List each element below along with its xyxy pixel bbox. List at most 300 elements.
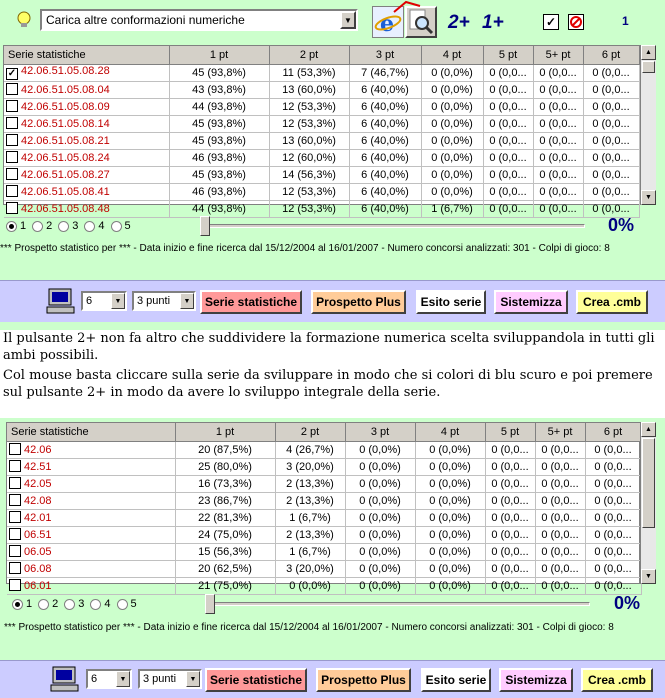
stat-cell: 46 (93,8%) bbox=[169, 183, 269, 200]
radio-label: 4 bbox=[104, 598, 111, 610]
stat-cell: 0 (0,0... bbox=[585, 526, 641, 543]
stat-cell: 0 (0,0... bbox=[483, 132, 533, 149]
series-label: 42.06.51.05.08.41 bbox=[21, 186, 110, 198]
scroll-down-icon[interactable]: ▼ bbox=[641, 569, 656, 584]
progress-slider-thumb-2[interactable] bbox=[205, 594, 215, 614]
stat-cell: 0 (0,0... bbox=[483, 81, 533, 98]
stat-cell: 0 (0,0... bbox=[585, 458, 641, 475]
stat-cell: 0 (0,0... bbox=[533, 166, 583, 183]
series-label: 42.05 bbox=[24, 478, 52, 490]
stat-cell: 0 (0,0... bbox=[535, 526, 585, 543]
crea-cmb-button[interactable]: Crea .cmb bbox=[581, 668, 653, 692]
stat-cell: 0 (0,0... bbox=[535, 577, 585, 594]
column-header[interactable]: 4 pt bbox=[415, 423, 485, 441]
row-checkbox[interactable] bbox=[9, 579, 21, 591]
stat-cell: 0 (0,0%) bbox=[345, 509, 415, 526]
stat-cell: 0 (0,0%) bbox=[421, 183, 483, 200]
stat-cell: 0 (0,0... bbox=[535, 441, 585, 458]
stat-cell: 0 (0,0... bbox=[585, 543, 641, 560]
formation-combo[interactable] bbox=[40, 9, 358, 31]
column-header[interactable]: 5 pt bbox=[485, 423, 535, 441]
row-checkbox[interactable] bbox=[6, 117, 18, 129]
table-row[interactable] bbox=[7, 509, 641, 526]
computer-icon[interactable] bbox=[46, 288, 76, 314]
stat-cell: 6 (40,0%) bbox=[349, 98, 421, 115]
punti-combo-2[interactable] bbox=[138, 669, 202, 689]
stat-cell: 45 (93,8%) bbox=[169, 132, 269, 149]
stat-cell: 3 (20,0%) bbox=[275, 560, 345, 577]
series-label: 42.01 bbox=[24, 512, 52, 524]
series-cell bbox=[4, 166, 169, 183]
stat-cell: 0 (0,0%) bbox=[415, 475, 485, 492]
table-row[interactable] bbox=[7, 560, 641, 577]
column-header[interactable]: 2 pt bbox=[275, 423, 345, 441]
stat-cell: 45 (93,8%) bbox=[169, 115, 269, 132]
radio-dot[interactable] bbox=[32, 221, 43, 232]
stat-cell: 0 (0,0... bbox=[583, 166, 639, 183]
esito-serie-button[interactable]: Esito serie bbox=[421, 668, 491, 692]
stat-cell: 0 (0,0... bbox=[485, 509, 535, 526]
series-cell bbox=[7, 560, 175, 577]
page-radio-group-1 bbox=[6, 220, 137, 232]
series-cell bbox=[4, 98, 169, 115]
scroll-down-icon[interactable]: ▼ bbox=[641, 190, 656, 205]
series-label: 06.51 bbox=[24, 529, 52, 541]
table-row[interactable] bbox=[4, 98, 639, 115]
series-cell bbox=[4, 149, 169, 166]
number-combo-2[interactable] bbox=[86, 669, 132, 689]
stat-cell: 14 (56,3%) bbox=[269, 166, 349, 183]
formation-combo-value: Carica altre conformazioni numeriche bbox=[46, 13, 245, 27]
row-checkbox[interactable] bbox=[9, 477, 21, 489]
stat-cell: 0 (0,0%) bbox=[415, 526, 485, 543]
stat-cell: 0 (0,0%) bbox=[421, 81, 483, 98]
row-checkbox[interactable] bbox=[6, 168, 18, 180]
stat-cell: 0 (0,0... bbox=[535, 560, 585, 577]
stat-cell: 0 (0,0... bbox=[533, 81, 583, 98]
stat-cell: 0 (0,0... bbox=[583, 81, 639, 98]
stat-cell: 0 (0,0... bbox=[535, 492, 585, 509]
stat-cell: 6 (40,0%) bbox=[349, 115, 421, 132]
stat-cell: 45 (93,8%) bbox=[169, 166, 269, 183]
number-combo-value: 6 bbox=[86, 295, 93, 307]
page-radio-1[interactable] bbox=[6, 220, 26, 232]
stat-cell: 0 (0,0%) bbox=[421, 98, 483, 115]
radio-label: 2 bbox=[52, 598, 59, 610]
series-cell bbox=[7, 509, 175, 526]
series-label: 06.05 bbox=[24, 546, 52, 558]
radio-dot[interactable] bbox=[84, 221, 95, 232]
stat-cell: 25 (80,0%) bbox=[175, 458, 275, 475]
series-label: 42.06.51.05.08.24 bbox=[21, 152, 110, 164]
one-plus-button[interactable]: 1+ bbox=[482, 12, 504, 33]
stat-cell: 0 (0,0%) bbox=[275, 577, 345, 594]
chevron-down-icon[interactable]: ▼ bbox=[340, 11, 356, 29]
radio-dot[interactable] bbox=[58, 221, 69, 232]
stat-cell: 1 (6,7%) bbox=[275, 543, 345, 560]
chevron-down-icon[interactable]: ▼ bbox=[186, 671, 200, 687]
stat-cell: 20 (87,5%) bbox=[175, 441, 275, 458]
row-checkbox[interactable] bbox=[9, 528, 21, 540]
radio-dot[interactable] bbox=[111, 221, 122, 232]
stat-cell: 0 (0,0%) bbox=[415, 441, 485, 458]
red-arrow-annotation bbox=[392, 0, 422, 14]
table-row[interactable] bbox=[4, 132, 639, 149]
stat-cell: 0 (0,0... bbox=[483, 183, 533, 200]
stat-cell: 0 (0,0... bbox=[583, 149, 639, 166]
series-table-2 bbox=[7, 423, 642, 595]
stat-cell: 12 (53,3%) bbox=[269, 115, 349, 132]
stat-cell: 0 (0,0%) bbox=[345, 441, 415, 458]
series-cell bbox=[4, 81, 169, 98]
serie-statistiche-button[interactable]: Serie statistiche bbox=[200, 290, 302, 314]
stat-cell: 0 (0,0... bbox=[533, 200, 583, 217]
series-label: 42.06.51.05.08.28 bbox=[21, 65, 110, 77]
series-cell bbox=[7, 526, 175, 543]
stat-cell: 0 (0,0... bbox=[583, 200, 639, 217]
counter: 1 bbox=[622, 14, 629, 28]
stat-cell: 44 (93,8%) bbox=[169, 200, 269, 217]
stat-cell: 0 (0,0... bbox=[485, 458, 535, 475]
radio-dot[interactable] bbox=[38, 599, 49, 610]
stat-cell: 0 (0,0%) bbox=[421, 166, 483, 183]
series-label: 42.06.51.05.08.04 bbox=[21, 84, 110, 96]
series-label: 42.08 bbox=[24, 495, 52, 507]
stat-cell: 0 (0,0... bbox=[583, 132, 639, 149]
stat-cell: 13 (60,0%) bbox=[269, 132, 349, 149]
series-cell bbox=[4, 64, 169, 81]
stat-cell: 45 (93,8%) bbox=[169, 64, 269, 81]
radio-label: 3 bbox=[72, 220, 79, 232]
stat-cell: 0 (0,0... bbox=[483, 98, 533, 115]
row-checkbox[interactable] bbox=[6, 202, 18, 214]
stat-cell: 0 (0,0%) bbox=[415, 492, 485, 509]
stat-cell: 23 (86,7%) bbox=[175, 492, 275, 509]
stat-cell: 4 (26,7%) bbox=[275, 441, 345, 458]
table-row[interactable] bbox=[4, 64, 639, 81]
table-row[interactable] bbox=[4, 149, 639, 166]
radio-label: 5 bbox=[130, 598, 137, 610]
stat-cell: 0 (0,0%) bbox=[415, 509, 485, 526]
stat-cell: 15 (56,3%) bbox=[175, 543, 275, 560]
stat-cell: 0 (0,0... bbox=[485, 560, 535, 577]
series-label: 06.01 bbox=[24, 580, 52, 592]
series-cell bbox=[7, 577, 175, 594]
stat-cell: 44 (93,8%) bbox=[169, 98, 269, 115]
series-grid-2[interactable] bbox=[6, 422, 640, 592]
stat-cell: 0 (0,0... bbox=[535, 475, 585, 492]
stat-cell: 12 (53,3%) bbox=[269, 98, 349, 115]
row-checkbox[interactable] bbox=[6, 151, 18, 163]
stat-cell: 13 (60,0%) bbox=[269, 81, 349, 98]
table-row[interactable] bbox=[7, 526, 641, 543]
table-row[interactable] bbox=[7, 458, 641, 475]
stat-cell: 0 (0,0%) bbox=[421, 132, 483, 149]
info-text-2: *** Prospetto statistico per *** - Data inizio e fine ricerca dal 15/12/2004 al 16/01/2007 - Numero concorsi analizzati: 301 - Colpi di gioco: 8 bbox=[4, 622, 614, 633]
column-header[interactable]: 6 pt bbox=[585, 423, 641, 441]
row-checkbox[interactable] bbox=[6, 185, 18, 197]
stat-cell: 7 (46,7%) bbox=[349, 64, 421, 81]
punti-combo-value: 3 punti bbox=[143, 673, 177, 685]
series-cell bbox=[7, 458, 175, 475]
stat-cell: 0 (0,0%) bbox=[415, 458, 485, 475]
explanation-text bbox=[0, 330, 665, 412]
explanation-paragraph-2: Col mouse basta cliccare sulla serie da sviluppare in modo che si colori di blu scuro e poi premere sul pulsante 2+ in modo da avere lo sviluppo integrale della serie. bbox=[3, 368, 653, 400]
chevron-down-icon[interactable]: ▼ bbox=[116, 671, 130, 687]
stat-cell: 2 (13,3%) bbox=[275, 526, 345, 543]
stat-cell: 0 (0,0... bbox=[583, 64, 639, 81]
page-radio-5[interactable] bbox=[117, 598, 137, 610]
series-cell bbox=[7, 492, 175, 509]
series-cell bbox=[4, 132, 169, 149]
stat-cell: 0 (0,0... bbox=[485, 577, 535, 594]
series-label: 06.08 bbox=[24, 563, 52, 575]
stat-cell: 3 (20,0%) bbox=[275, 458, 345, 475]
table-row[interactable] bbox=[4, 200, 639, 217]
stat-cell: 0 (0,0... bbox=[483, 200, 533, 217]
table-row[interactable] bbox=[7, 543, 641, 560]
stat-cell: 6 (40,0%) bbox=[349, 166, 421, 183]
progress-slider-track-1 bbox=[200, 224, 585, 228]
column-header[interactable]: 3 pt bbox=[345, 423, 415, 441]
page-radio-2[interactable] bbox=[32, 220, 52, 232]
crea-cmb-button[interactable]: Crea .cmb bbox=[576, 290, 648, 314]
stat-cell: 0 (0,0... bbox=[485, 526, 535, 543]
check-mark: ✓ bbox=[545, 15, 557, 29]
stat-cell: 0 (0,0... bbox=[535, 543, 585, 560]
stat-cell: 22 (81,3%) bbox=[175, 509, 275, 526]
row-checkbox[interactable] bbox=[9, 494, 21, 506]
stat-cell: 0 (0,0%) bbox=[345, 475, 415, 492]
computer-icon[interactable] bbox=[50, 666, 80, 692]
scroll-thumb[interactable] bbox=[642, 438, 655, 528]
radio-label: 3 bbox=[78, 598, 85, 610]
row-checkbox[interactable] bbox=[6, 83, 18, 95]
radio-label: 1 bbox=[26, 598, 33, 610]
prospetto-plus-button[interactable]: Prospetto Plus bbox=[316, 668, 411, 692]
radio-dot[interactable] bbox=[6, 221, 17, 232]
stat-cell: 0 (0,0... bbox=[533, 183, 583, 200]
stat-cell: 0 (0,0... bbox=[585, 577, 641, 594]
bulb-icon bbox=[14, 10, 34, 30]
number-combo-value: 6 bbox=[91, 673, 98, 685]
number-combo-1[interactable] bbox=[81, 291, 127, 311]
stat-cell: 12 (53,3%) bbox=[269, 183, 349, 200]
column-header[interactable]: 3 pt bbox=[349, 46, 421, 64]
series-label: 42.06.51.05.08.21 bbox=[21, 135, 110, 147]
stat-cell: 1 (6,7%) bbox=[275, 509, 345, 526]
series-table-1 bbox=[4, 46, 640, 218]
table-row[interactable] bbox=[7, 475, 641, 492]
table-row[interactable] bbox=[4, 166, 639, 183]
stat-cell: 0 (0,0... bbox=[533, 115, 583, 132]
stat-cell: 0 (0,0... bbox=[483, 149, 533, 166]
stat-cell: 0 (0,0%) bbox=[345, 543, 415, 560]
svg-text:e: e bbox=[380, 11, 394, 37]
check-all-button[interactable] bbox=[543, 14, 559, 30]
stat-cell: 0 (0,0... bbox=[585, 475, 641, 492]
stat-cell: 0 (0,0... bbox=[533, 64, 583, 81]
stat-cell: 0 (0,0%) bbox=[345, 560, 415, 577]
row-checkbox[interactable] bbox=[9, 511, 21, 523]
row-checkbox[interactable]: ✓ bbox=[7, 68, 17, 79]
page-radio-5[interactable] bbox=[111, 220, 131, 232]
scroll-up-icon[interactable]: ▲ bbox=[641, 422, 656, 437]
page-radio-3[interactable] bbox=[58, 220, 78, 232]
stat-cell: 12 (53,3%) bbox=[269, 200, 349, 217]
table-row[interactable] bbox=[4, 115, 639, 132]
column-header[interactable]: 6 pt bbox=[583, 46, 639, 64]
table-row[interactable] bbox=[7, 577, 641, 594]
series-label: 42.06.51.05.08.27 bbox=[21, 169, 110, 181]
stat-cell: 0 (0,0%) bbox=[421, 64, 483, 81]
radio-dot[interactable] bbox=[117, 599, 128, 610]
stat-cell: 0 (0,0... bbox=[535, 458, 585, 475]
progress-percent-1: 0% bbox=[608, 215, 635, 235]
page-radio-4[interactable] bbox=[84, 220, 104, 232]
radio-dot[interactable] bbox=[64, 599, 75, 610]
stat-cell: 0 (0,0... bbox=[583, 183, 639, 200]
chevron-down-icon[interactable]: ▼ bbox=[111, 293, 125, 309]
uncheck-all-button[interactable] bbox=[568, 14, 584, 30]
column-header[interactable]: Serie statistiche bbox=[7, 423, 175, 441]
stat-cell: 0 (0,0... bbox=[533, 132, 583, 149]
stat-cell: 0 (0,0%) bbox=[421, 149, 483, 166]
stat-cell: 16 (73,3%) bbox=[175, 475, 275, 492]
cancel-icon bbox=[569, 15, 583, 29]
row-checkbox[interactable] bbox=[9, 545, 21, 557]
series-cell bbox=[7, 441, 175, 458]
column-header[interactable]: 5+ pt bbox=[535, 423, 585, 441]
stat-cell: 11 (53,3%) bbox=[269, 64, 349, 81]
stat-cell: 6 (40,0%) bbox=[349, 183, 421, 200]
radio-dot[interactable] bbox=[90, 599, 101, 610]
stat-cell: 0 (0,0... bbox=[483, 64, 533, 81]
page-radio-3[interactable] bbox=[64, 598, 84, 610]
scroll-thumb[interactable] bbox=[642, 61, 655, 73]
stat-cell: 6 (40,0%) bbox=[349, 81, 421, 98]
stat-cell: 0 (0,0%) bbox=[415, 577, 485, 594]
chevron-down-icon[interactable]: ▼ bbox=[180, 293, 194, 309]
sistemizza-button[interactable]: Sistemizza bbox=[494, 290, 568, 314]
column-header[interactable]: 5 pt bbox=[483, 46, 533, 64]
stat-cell: 0 (0,0%) bbox=[345, 577, 415, 594]
stat-cell: 21 (75,0%) bbox=[175, 577, 275, 594]
row-checkbox[interactable] bbox=[9, 562, 21, 574]
stat-cell: 0 (0,0... bbox=[585, 560, 641, 577]
stat-cell: 0 (0,0... bbox=[485, 543, 535, 560]
column-header[interactable]: 1 pt bbox=[169, 46, 269, 64]
stat-cell: 0 (0,0... bbox=[583, 98, 639, 115]
punti-combo-1[interactable] bbox=[132, 291, 196, 311]
stat-cell: 2 (13,3%) bbox=[275, 475, 345, 492]
punti-combo-value: 3 punti bbox=[137, 295, 171, 307]
stat-cell: 0 (0,0... bbox=[485, 441, 535, 458]
radio-label: 4 bbox=[98, 220, 105, 232]
stat-cell: 0 (0,0... bbox=[485, 475, 535, 492]
row-checkbox[interactable] bbox=[9, 460, 21, 472]
table-row[interactable] bbox=[7, 492, 641, 509]
esito-serie-button[interactable]: Esito serie bbox=[416, 290, 486, 314]
stat-cell: 0 (0,0... bbox=[535, 509, 585, 526]
stat-cell: 0 (0,0... bbox=[483, 115, 533, 132]
stat-cell: 0 (0,0... bbox=[585, 509, 641, 526]
stat-cell: 24 (75,0%) bbox=[175, 526, 275, 543]
radio-label: 2 bbox=[46, 220, 53, 232]
column-header[interactable]: 2 pt bbox=[269, 46, 349, 64]
stat-cell: 0 (0,0... bbox=[585, 441, 641, 458]
grid1-vertical-scrollbar[interactable] bbox=[640, 45, 656, 205]
column-header[interactable]: 1 pt bbox=[175, 423, 275, 441]
prospetto-plus-button[interactable]: Prospetto Plus bbox=[311, 290, 406, 314]
series-cell bbox=[4, 200, 169, 217]
page-radio-2[interactable] bbox=[38, 598, 58, 610]
serie-statistiche-button[interactable]: Serie statistiche bbox=[205, 668, 307, 692]
series-grid-1[interactable] bbox=[3, 45, 640, 215]
radio-label: 5 bbox=[124, 220, 131, 232]
progress-slider-track-2 bbox=[205, 602, 590, 606]
series-label: 42.06.51.05.08.09 bbox=[21, 101, 110, 113]
stat-cell: 0 (0,0... bbox=[485, 492, 535, 509]
stat-cell: 6 (40,0%) bbox=[349, 149, 421, 166]
scroll-up-icon[interactable]: ▲ bbox=[641, 45, 656, 60]
series-cell bbox=[4, 183, 169, 200]
stat-cell: 20 (62,5%) bbox=[175, 560, 275, 577]
series-cell bbox=[7, 475, 175, 492]
stat-cell: 46 (93,8%) bbox=[169, 149, 269, 166]
stat-cell: 0 (0,0... bbox=[533, 98, 583, 115]
table-row[interactable] bbox=[4, 183, 639, 200]
progress-slider-thumb-1[interactable] bbox=[200, 216, 210, 236]
stat-cell: 0 (0,0... bbox=[533, 149, 583, 166]
row-checkbox[interactable] bbox=[9, 443, 21, 455]
column-header[interactable]: 4 pt bbox=[421, 46, 483, 64]
stat-cell: 0 (0,0... bbox=[585, 492, 641, 509]
sistemizza-button[interactable]: Sistemizza bbox=[499, 668, 573, 692]
column-header[interactable]: 5+ pt bbox=[533, 46, 583, 64]
two-plus-button[interactable]: 2+ bbox=[448, 12, 470, 33]
stat-cell: 6 (40,0%) bbox=[349, 200, 421, 217]
stat-cell: 0 (0,0... bbox=[583, 115, 639, 132]
explanation-paragraph-1: Il pulsante 2+ non fa altro che suddividere la formazione numerica scelta sviluppandola in tutti gli ambi possibili. bbox=[3, 331, 655, 363]
stat-cell: 0 (0,0%) bbox=[415, 560, 485, 577]
progress-percent-2: 0% bbox=[614, 593, 641, 613]
stat-cell: 12 (60,0%) bbox=[269, 149, 349, 166]
stat-cell: 0 (0,0%) bbox=[421, 115, 483, 132]
stat-cell: 0 (0,0%) bbox=[345, 526, 415, 543]
page-radio-1[interactable] bbox=[12, 598, 32, 610]
row-checkbox[interactable] bbox=[6, 134, 18, 146]
series-label: 42.06 bbox=[24, 444, 52, 456]
stat-cell: 2 (13,3%) bbox=[275, 492, 345, 509]
column-header[interactable]: Serie statistiche bbox=[4, 46, 169, 64]
series-label: 42.06.51.05.08.48 bbox=[21, 203, 110, 215]
table-row[interactable] bbox=[4, 81, 639, 98]
stat-cell: 0 (0,0... bbox=[483, 166, 533, 183]
stat-cell: 6 (40,0%) bbox=[349, 132, 421, 149]
radio-dot[interactable] bbox=[12, 599, 23, 610]
series-cell bbox=[7, 543, 175, 560]
stat-cell: 0 (0,0%) bbox=[415, 543, 485, 560]
row-checkbox[interactable] bbox=[6, 100, 18, 112]
stat-cell: 0 (0,0%) bbox=[345, 492, 415, 509]
grid2-vertical-scrollbar[interactable] bbox=[640, 422, 656, 584]
page-radio-group-2 bbox=[12, 598, 143, 610]
series-label: 42.51 bbox=[24, 461, 52, 473]
page-radio-4[interactable] bbox=[90, 598, 110, 610]
stat-cell: 43 (93,8%) bbox=[169, 81, 269, 98]
table-row[interactable] bbox=[7, 441, 641, 458]
